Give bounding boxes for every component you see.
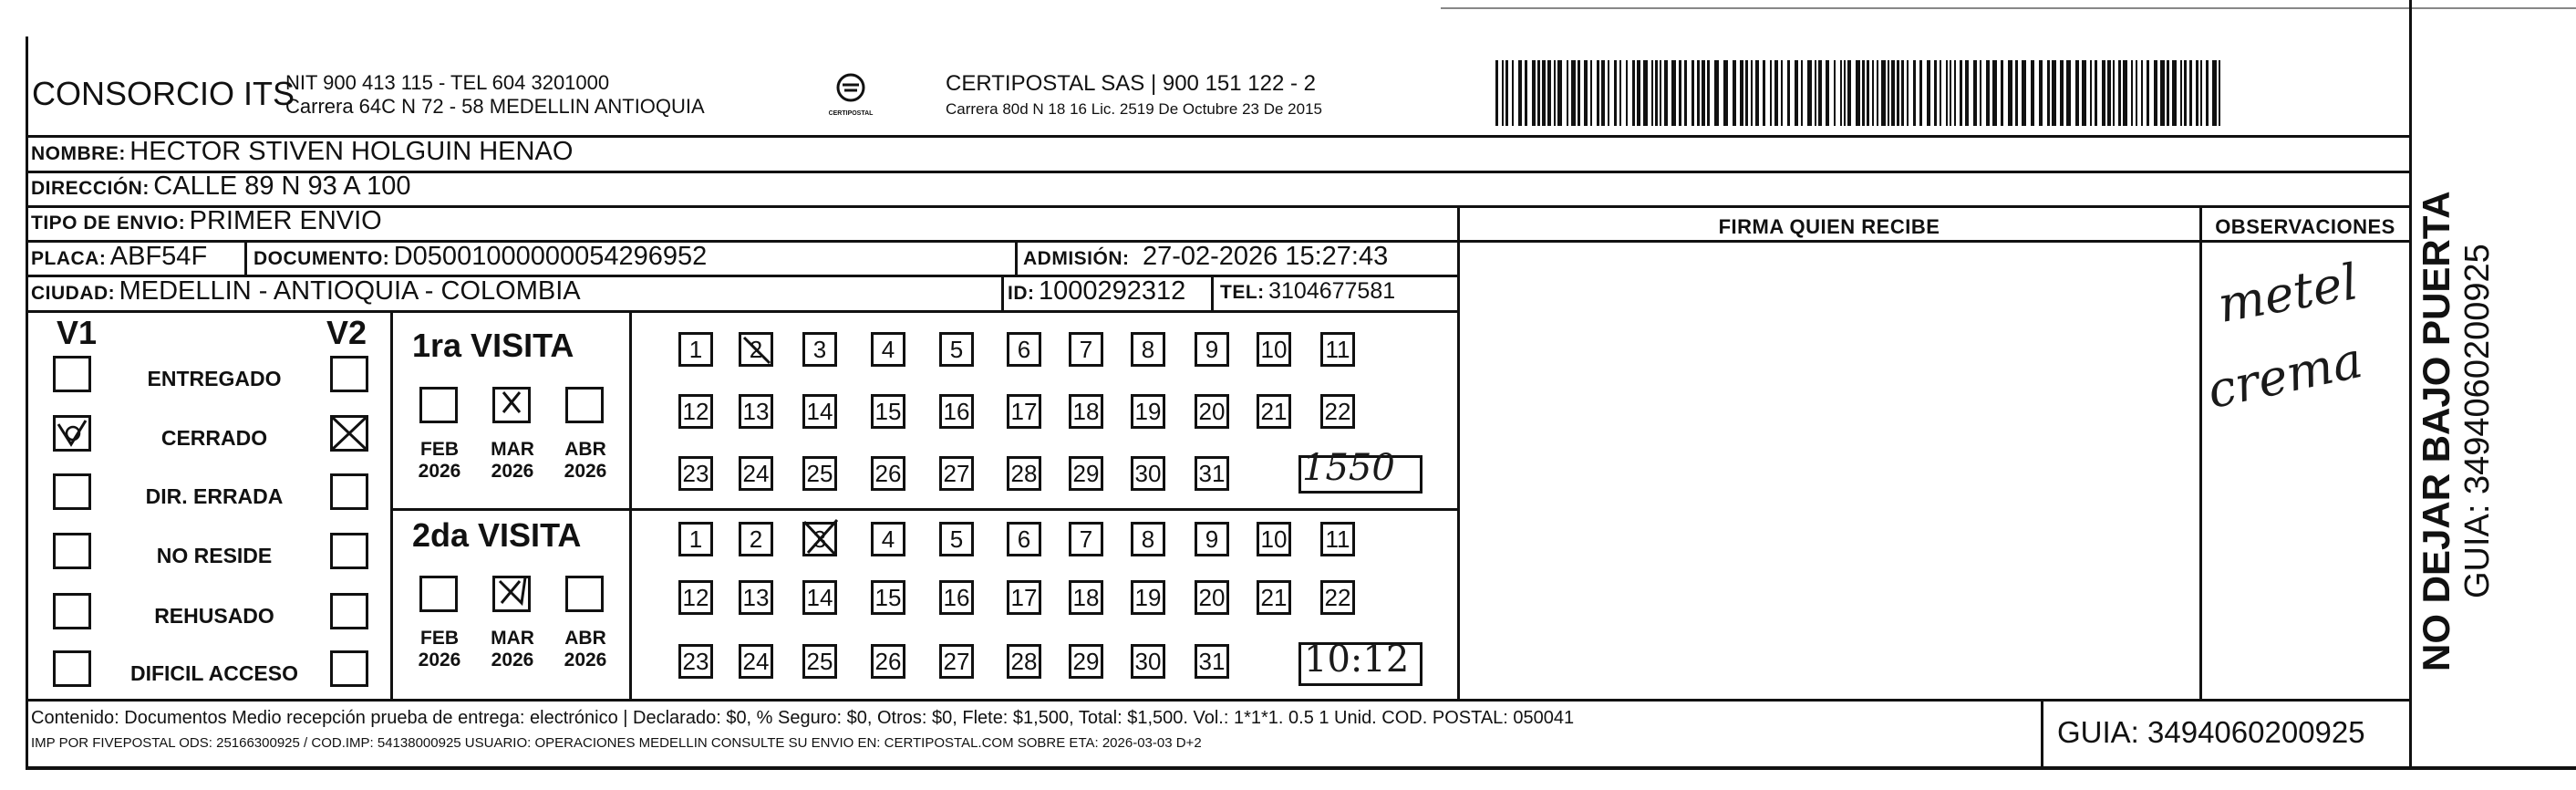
second-visit-title: 2da VISITA [412,516,582,554]
form-right-border [2409,135,2412,766]
second-time-handwritten: 10:12 [1304,639,1410,681]
second-visit-day-box[interactable]: 21 [1257,580,1291,615]
first-visit-day-box[interactable]: 2 [739,332,773,367]
first-visit-day-box[interactable]: 14 [802,394,837,429]
second-visit-day-box[interactable]: 29 [1069,644,1103,679]
first-visit-day-box[interactable]: 29 [1069,456,1103,491]
company-line1: NIT 900 413 115 - TEL 604 3201000 [285,71,610,94]
first-visit-day-box[interactable]: 25 [802,456,837,491]
first-visit-month-box[interactable] [565,387,604,423]
tipo-label: TIPO DE ENVIO: [31,213,186,234]
status-divider [390,310,393,699]
v1-label: V1 [57,314,98,351]
firma-header-line [1457,240,2199,243]
first-visit-month-name: FEB [420,439,459,460]
second-visit-day-box[interactable]: 19 [1131,580,1165,615]
second-visit-day-box[interactable]: 30 [1131,644,1165,679]
first-visit-day-box[interactable]: 28 [1007,456,1041,491]
first-visit-day-box[interactable]: 5 [939,332,974,367]
first-time-handwritten: 1550 [1302,447,1395,489]
first-visit-day-box[interactable]: 4 [871,332,905,367]
footer-guia: GUIA: 3494060200925 [2057,715,2365,749]
company-line2: Carrera 64C N 72 - 58 MEDELLIN ANTIOQUIA [285,95,705,118]
second-visit-mar-mark [492,574,531,610]
first-visit-day-box[interactable]: 6 [1007,332,1041,367]
placa-label: PLACA: [31,248,107,269]
id-divider [1001,275,1004,310]
footer-guia-divider [2041,699,2043,766]
admision-value: 27-02-2026 15:27:43 [1142,242,1389,271]
first-visit-day-box[interactable]: 27 [939,456,974,491]
company-name: CONSORCIO ITS [32,75,295,112]
obs-header-line [2199,240,2409,243]
second-visit-day-box[interactable]: 26 [871,644,905,679]
status-label: NO RESIDE [156,544,273,567]
nombre-value: HECTOR STIVEN HOLGUIN HENAO [129,137,574,166]
second-visit-day-box[interactable]: 27 [939,644,974,679]
second-visit-day-box[interactable]: 6 [1007,522,1041,556]
logo-text: CERTIPOSTAL [828,110,874,117]
placa-value: ABF54F [109,242,208,271]
id-cell [1008,276,1185,307]
first-visit-day-box[interactable]: 21 [1257,394,1291,429]
second-visit-day-box[interactable]: 22 [1320,580,1355,615]
nombre-row [31,137,573,167]
first-visit-day-box[interactable]: 30 [1131,456,1165,491]
tel-label: TEL: [1220,282,1265,303]
v1-checkbox[interactable] [53,356,91,392]
direccion-row [31,172,410,202]
documento-label: DOCUMENTO: [253,248,390,269]
direccion-value: CALLE 89 N 93 A 100 [153,172,411,201]
v1-checkbox[interactable] [53,473,91,510]
certipostal-logo-icon [828,71,874,108]
second-visit-day-box[interactable]: 5 [939,522,974,556]
first-visit-day-box[interactable]: 17 [1007,394,1041,429]
no-dejar-warning: NO DEJAR BAJO PUERTA [2415,191,2457,671]
tel-cell [1220,278,1395,305]
barcode-graphic [1495,60,2220,126]
second-visit-day-mark [801,518,841,558]
second-visit-day-box[interactable]: 9 [1195,522,1229,556]
first-visit-day-box[interactable]: 7 [1069,332,1103,367]
second-visit-month-year: 2026 [491,650,534,670]
v2-cerrado-mark [328,413,370,453]
status-label: ENTREGADO [147,367,282,390]
first-visit-day-box[interactable]: 13 [739,394,773,429]
first-visit-month-name: ABR [564,439,606,460]
v1-checkbox[interactable] [53,593,91,629]
v1-cerrado-mark [53,415,91,452]
tipo-row [31,206,382,236]
first-visit-day-box[interactable]: 11 [1320,332,1355,367]
firma-label: FIRMA QUIEN RECIBE [1718,215,1940,238]
ciudad-label: CIUDAD: [31,283,116,304]
second-visit-day-box[interactable]: 14 [802,580,837,615]
first-visit-day-box[interactable]: 24 [739,456,773,491]
second-visit-day-box[interactable]: 20 [1195,580,1229,615]
v2-checkbox[interactable] [330,533,368,569]
second-visit-day-box[interactable]: 17 [1007,580,1041,615]
direccion-label: DIRECCIÓN: [31,178,150,199]
id-value: 1000292312 [1038,276,1186,306]
v1-checkbox[interactable] [53,533,91,569]
second-visit-month-year: 2026 [418,650,461,670]
form-bottom-line [26,699,2409,702]
left-edge-line [26,36,28,766]
first-visit-title: 1ra VISITA [412,327,574,364]
second-visit-day-box[interactable]: 1 [678,522,713,556]
row-line-2 [26,205,2409,208]
first-visit-day-box[interactable]: 19 [1131,394,1165,429]
tel-divider [1211,275,1214,310]
second-visit-day-box[interactable]: 4 [871,522,905,556]
obs-left-border [2199,205,2202,699]
tel-value: 3104677581 [1268,278,1396,304]
id-label: ID: [1008,283,1035,304]
second-visit-day-box[interactable]: 12 [678,580,713,615]
second-visit-day-box[interactable]: 24 [739,644,773,679]
second-visit-day-box[interactable]: 23 [678,644,713,679]
observaciones-label: OBSERVACIONES [2215,215,2395,238]
first-visit-day-box[interactable]: 10 [1257,332,1291,367]
ciudad-value: MEDELLIN - ANTIOQUIA - COLOMBIA [119,276,581,306]
second-visit-day-box[interactable]: 13 [739,580,773,615]
documento-value: D05001000000054296952 [393,242,708,271]
second-visit-day-box[interactable]: 18 [1069,580,1103,615]
status-label: DIFICIL ACCESO [129,661,298,685]
observation-line1: metel [2213,253,2363,334]
observation-line2: crema [2202,330,2368,421]
second-visit-day-box[interactable]: 7 [1069,522,1103,556]
second-visit-month-name: ABR [564,628,606,649]
second-visit-month-year: 2026 [564,650,607,670]
first-visit-month-box[interactable] [419,387,458,423]
first-visit-day-box[interactable]: 18 [1069,394,1103,429]
first-visit-day-mark [739,332,775,369]
footer-bottom-line [26,766,2576,770]
status-label: REHUSADO [154,604,274,628]
second-visit-day-box[interactable]: 8 [1131,522,1165,556]
admision-divider [1015,240,1018,275]
admision-cell [1023,242,1388,272]
right-edge-line [2409,0,2412,146]
firma-left-border [1457,205,1460,699]
first-visit-day-box[interactable]: 16 [939,394,974,429]
carrier-line2: Carrera 80d N 18 16 Lic. 2519 De Octubre 23 De 2015 [946,100,1322,118]
second-visit-month-box[interactable] [419,576,458,612]
v2-checkbox[interactable] [330,473,368,510]
status-label: DIR. ERRADA [145,484,284,508]
first-visit-month-year: 2026 [564,461,607,482]
second-visit-day-box[interactable]: 28 [1007,644,1041,679]
guia-vertical: GUIA: 3494060200925 [2458,244,2497,598]
first-visit-day-box[interactable]: 20 [1195,394,1229,429]
v2-checkbox[interactable] [330,356,368,392]
barcode [1495,60,2220,126]
second-visit-day-box[interactable]: 2 [739,522,773,556]
second-visit-day-box[interactable]: 16 [939,580,974,615]
nombre-label: NOMBRE: [31,143,126,164]
second-visit-day-box[interactable]: 31 [1195,644,1229,679]
carrier-line1: CERTIPOSTAL SAS | 900 151 122 - 2 [946,71,1316,96]
second-visit-month-box[interactable] [565,576,604,612]
documento-cell [253,242,707,272]
status-label: CERRADO [160,426,268,450]
months-divider [629,310,632,699]
v2-checkbox[interactable] [330,593,368,629]
second-visit-month-name: FEB [420,628,459,649]
first-visit-day-box[interactable]: 3 [802,332,837,367]
visit-mid-line [392,508,1457,511]
certipostal-logo [828,71,874,122]
second-visit-day-box[interactable]: 15 [871,580,905,615]
first-visit-day-box[interactable]: 31 [1195,456,1229,491]
first-visit-day-box[interactable]: 26 [871,456,905,491]
admision-label: ADMISIÓN: [1023,248,1130,269]
top-edge-line [1441,7,2576,9]
placa-cell [31,242,207,272]
first-visit-month-year: 2026 [491,461,534,482]
second-visit-day-box[interactable]: 10 [1257,522,1291,556]
v2-label: V2 [326,314,367,351]
ciudad-cell [31,276,581,307]
footer-line1: Contenido: Documentos Medio recepción prueba de entrega: electrónico | Declarado: $0, % Seguro: $0, Otros: $0, Flete: $1,500, Total: $1,500. Vol.: 1*1*1. 0.5 1 Unid. COD. POSTAL: 050041 [31,708,1575,728]
first-visit-day-box[interactable]: 12 [678,394,713,429]
second-visit-day-box[interactable]: 25 [802,644,837,679]
first-visit-day-box[interactable]: 8 [1131,332,1165,367]
first-visit-day-box[interactable]: 23 [678,456,713,491]
second-visit-month-name: MAR [491,628,534,649]
v2-checkbox[interactable] [330,650,368,687]
v1-checkbox[interactable] [53,650,91,687]
row-line-5 [26,310,1457,313]
first-visit-day-box[interactable]: 1 [678,332,713,367]
first-visit-day-box[interactable]: 22 [1320,394,1355,429]
first-visit-mar-mark [492,385,531,421]
second-visit-day-box[interactable]: 11 [1320,522,1355,556]
footer-line2: IMP POR FIVEPOSTAL ODS: 25166300925 / COD.IMP: 54138000925 USUARIO: OPERACIONES MEDELLIN CONSULTE SU ENVIO EN: CERTIPOSTAL.COM SOBRE ETA: 2026-03-03 D+2 [31,735,1202,751]
first-visit-day-box[interactable]: 15 [871,394,905,429]
first-visit-month-name: MAR [491,439,534,460]
second-visit-day-box[interactable]: 3 [802,522,837,556]
first-visit-month-year: 2026 [418,461,461,482]
placa-divider [244,240,247,275]
tipo-value: PRIMER ENVIO [189,206,382,235]
first-visit-day-box[interactable]: 9 [1195,332,1229,367]
